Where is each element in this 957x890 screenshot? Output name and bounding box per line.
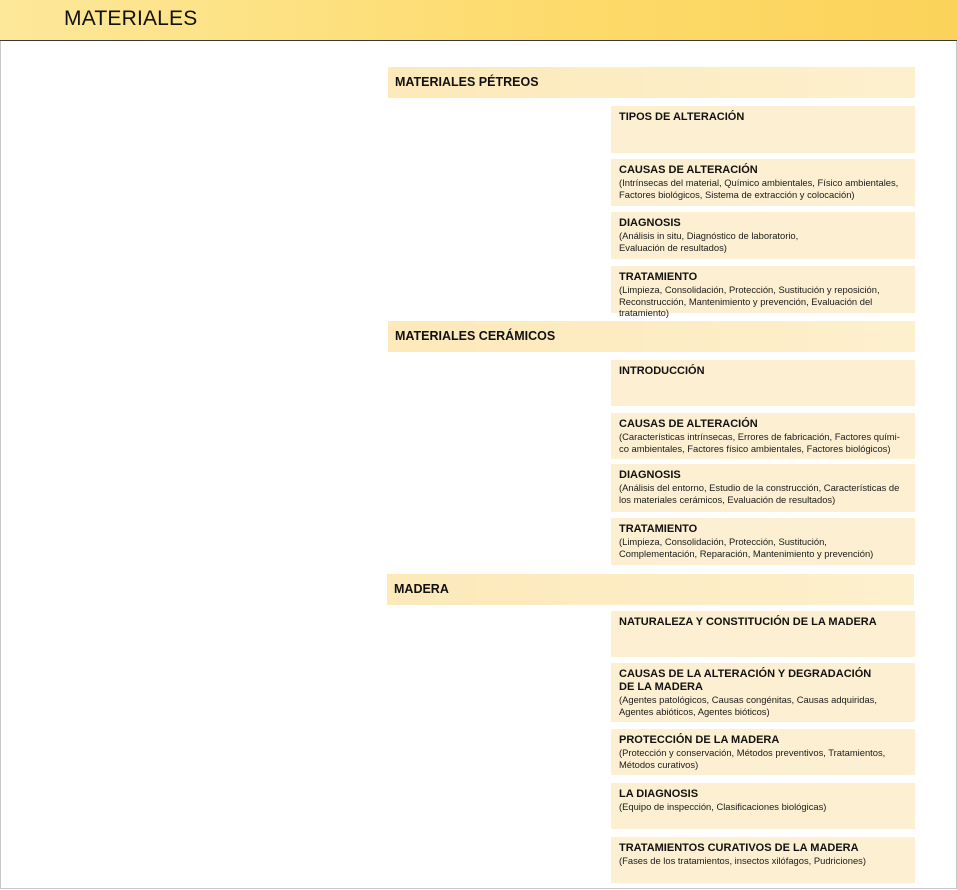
page-header — [0, 0, 957, 41]
item-description: (Intrínsecas del material, Químico ambientales, Físico ambientales, Factores biológicos, Sistema de extracción y colocación) — [619, 177, 899, 200]
item-title: TIPOS DE ALTERACIÓN — [619, 111, 745, 123]
item-proteccion-de-la-madera[interactable] — [611, 729, 915, 775]
item-tratamiento[interactable] — [611, 518, 915, 565]
item-introduccion[interactable] — [611, 360, 915, 406]
section-madera[interactable] — [387, 574, 914, 605]
item-description: (Análisis in situ, Diagnóstico de laboratorio, Evaluación de resultados) — [619, 230, 799, 253]
item-title: CAUSAS DE ALTERACIÓN — [619, 418, 758, 430]
item-title: DIAGNOSIS — [619, 469, 681, 481]
item-naturaleza-y-constitucion[interactable] — [611, 611, 915, 657]
item-la-diagnosis[interactable] — [611, 783, 915, 829]
item-description: (Fases de los tratamientos, insectos xilófagos, Pudriciones) — [619, 855, 866, 866]
item-title: LA DIAGNOSIS — [619, 788, 699, 800]
page-title: MATERIALES — [64, 7, 198, 30]
item-tratamientos-curativos[interactable] — [611, 837, 915, 883]
section-label: MADERA — [394, 582, 449, 596]
item-title: TRATAMIENTO — [619, 271, 698, 283]
item-description: (Equipo de inspección, Clasificaciones biológicas) — [619, 801, 827, 812]
item-title: INTRODUCCIÓN — [619, 365, 705, 377]
item-tipos-de-alteracion[interactable] — [611, 106, 915, 153]
section-label: MATERIALES PÉTREOS — [395, 75, 539, 89]
section-materiales-ceramicos[interactable] — [388, 321, 915, 352]
item-description: (Protección y conservación, Métodos preventivos, Tratamientos, Métodos curativos) — [619, 747, 886, 770]
item-title: DIAGNOSIS — [619, 217, 681, 229]
item-causas-de-alteracion[interactable] — [611, 159, 915, 206]
item-title: PROTECCIÓN DE LA MADERA — [619, 734, 780, 746]
item-description: (Características intrínsecas, Errores de fabricación, Factores quími- co ambientales, Factores físico ambientales, Factores biológicos) — [619, 431, 900, 454]
item-title: TRATAMIENTO — [619, 523, 698, 535]
item-diagnosis[interactable] — [611, 212, 915, 259]
item-diagnosis[interactable] — [611, 464, 915, 512]
item-description: (Limpieza, Consolidación, Protección, Sustitución, Complementación, Reparación, Mantenimiento y prevención) — [619, 536, 874, 559]
item-title: CAUSAS DE LA ALTERACIÓN Y DEGRADACIÓN DE LA MADERA — [619, 668, 872, 693]
item-title: NATURALEZA Y CONSTITUCIÓN DE LA MADERA — [619, 616, 877, 628]
section-materiales-petreos[interactable] — [388, 67, 915, 98]
item-title: TRATAMIENTOS CURATIVOS DE LA MADERA — [619, 842, 859, 854]
item-causas-de-alteracion[interactable] — [611, 413, 915, 459]
item-causas-de-la-alteracion[interactable] — [611, 663, 915, 722]
item-description: (Agentes patológicos, Causas congénitas, Causas adquiridas, Agentes abióticos, Agentes bióticos) — [619, 694, 877, 717]
section-label: MATERIALES CERÁMICOS — [395, 329, 556, 343]
item-tratamiento[interactable] — [611, 266, 915, 318]
item-title: CAUSAS DE ALTERACIÓN — [619, 164, 758, 176]
item-description: (Limpieza, Consolidación, Protección, Sustitución y reposición, Reconstrucción, Mantenimiento y prevención, Evaluación del tratamiento) — [619, 284, 880, 318]
item-description: (Análisis del entorno, Estudio de la construcción, Características de los materiales cerámicos, Evaluación de resultados) — [619, 482, 900, 505]
